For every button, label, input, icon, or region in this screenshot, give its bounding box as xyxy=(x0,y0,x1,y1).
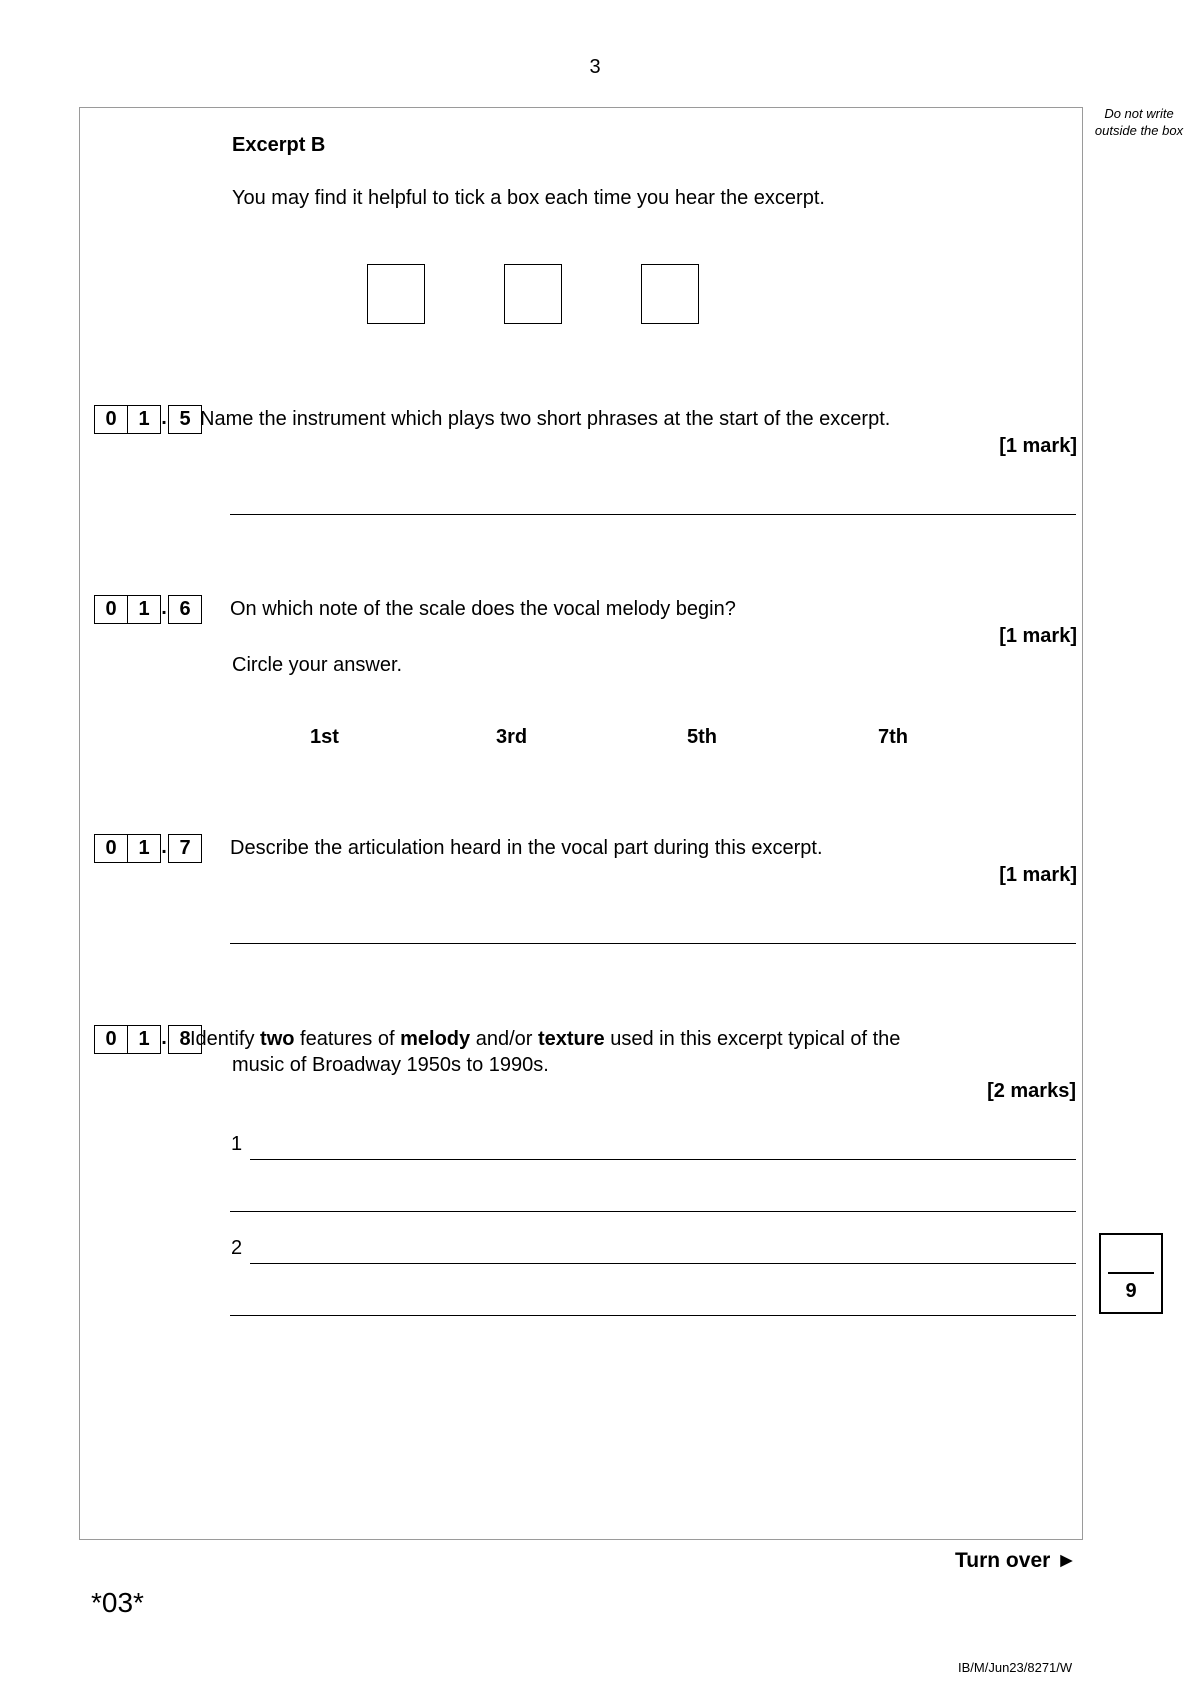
question-number-016 xyxy=(94,595,201,624)
qnum-digit: 0 xyxy=(94,595,128,624)
question-number-018 xyxy=(94,1025,201,1054)
emphasis-two: two xyxy=(260,1028,295,1050)
answer-line-018-2a[interactable] xyxy=(250,1263,1076,1264)
page-number: 3 xyxy=(589,56,601,78)
page-code: *03* xyxy=(91,1587,144,1618)
question-018-text xyxy=(190,1026,900,1052)
qnum-dot: . xyxy=(161,597,167,619)
question-017-marks: [1 mark] xyxy=(999,864,1077,886)
question-016-marks: [1 mark] xyxy=(999,625,1077,647)
qnum-digit: 0 xyxy=(94,1025,128,1054)
text-run: used in this excerpt typical of the xyxy=(604,1028,901,1050)
question-016-instruction: Circle your answer. xyxy=(232,654,403,676)
answer-line-017[interactable] xyxy=(230,943,1076,944)
answer-option-5th[interactable]: 5th xyxy=(687,726,717,748)
answer-label-1: 1 xyxy=(231,1133,243,1155)
answer-option-3rd[interactable]: 3rd xyxy=(496,726,528,748)
qnum-digit: 6 xyxy=(168,595,202,624)
question-018-marks: [2 marks] xyxy=(987,1080,1076,1102)
question-015-marks: [1 mark] xyxy=(999,435,1077,457)
qnum-digit: 1 xyxy=(127,834,161,863)
question-015-text: Name the instrument which plays two short phrases at the start of the excerpt. xyxy=(200,408,891,430)
emphasis-texture: texture xyxy=(537,1028,605,1050)
score-divider xyxy=(1108,1272,1154,1274)
text-run: features of xyxy=(294,1028,401,1050)
excerpt-heading: Excerpt B xyxy=(232,134,326,156)
qnum-digit: 0 xyxy=(94,834,128,863)
qnum-digit: 1 xyxy=(127,595,161,624)
answer-frame xyxy=(79,107,1083,1540)
qnum-digit: 1 xyxy=(127,1025,161,1054)
answer-option-1st[interactable]: 1st xyxy=(310,726,339,748)
emphasis-melody: melody xyxy=(400,1028,471,1050)
qnum-dot: . xyxy=(161,407,167,429)
tick-box-2[interactable] xyxy=(504,264,562,324)
text-run: and/or xyxy=(470,1028,538,1050)
question-number-017 xyxy=(94,834,201,863)
qnum-digit: 8 xyxy=(168,1025,202,1054)
question-018-text-line2: music of Broadway 1950s to 1990s. xyxy=(232,1054,549,1076)
answer-line-018-1b[interactable] xyxy=(230,1211,1076,1212)
qnum-dot: . xyxy=(161,836,167,858)
qnum-digit: 0 xyxy=(94,405,128,434)
qnum-digit: 7 xyxy=(168,834,202,863)
tick-box-1[interactable] xyxy=(367,264,425,324)
question-number-015 xyxy=(94,405,201,434)
page-score-total: 9 xyxy=(1125,1280,1137,1302)
tick-instruction: You may find it helpful to tick a box each time you hear the excerpt. xyxy=(232,187,825,209)
text-run: Identify xyxy=(190,1028,261,1050)
qnum-digit: 1 xyxy=(127,405,161,434)
qnum-dot: . xyxy=(161,1027,167,1049)
question-017-text: Describe the articulation heard in the vocal part during this excerpt. xyxy=(230,837,823,859)
margin-note: Do not write outside the box xyxy=(1094,106,1184,138)
answer-line-018-1a[interactable] xyxy=(250,1159,1076,1160)
question-016-text: On which note of the scale does the vocal melody begin? xyxy=(230,598,736,620)
answer-line-018-2b[interactable] xyxy=(230,1315,1076,1316)
answer-label-2: 2 xyxy=(231,1237,243,1259)
paper-reference: IB/M/Jun23/8271/W xyxy=(958,1660,1073,1675)
answer-line-015[interactable] xyxy=(230,514,1076,515)
turn-over-label: Turn over ► xyxy=(955,1549,1077,1572)
answer-option-7th[interactable]: 7th xyxy=(878,726,908,748)
tick-box-3[interactable] xyxy=(641,264,699,324)
qnum-digit: 5 xyxy=(168,405,202,434)
